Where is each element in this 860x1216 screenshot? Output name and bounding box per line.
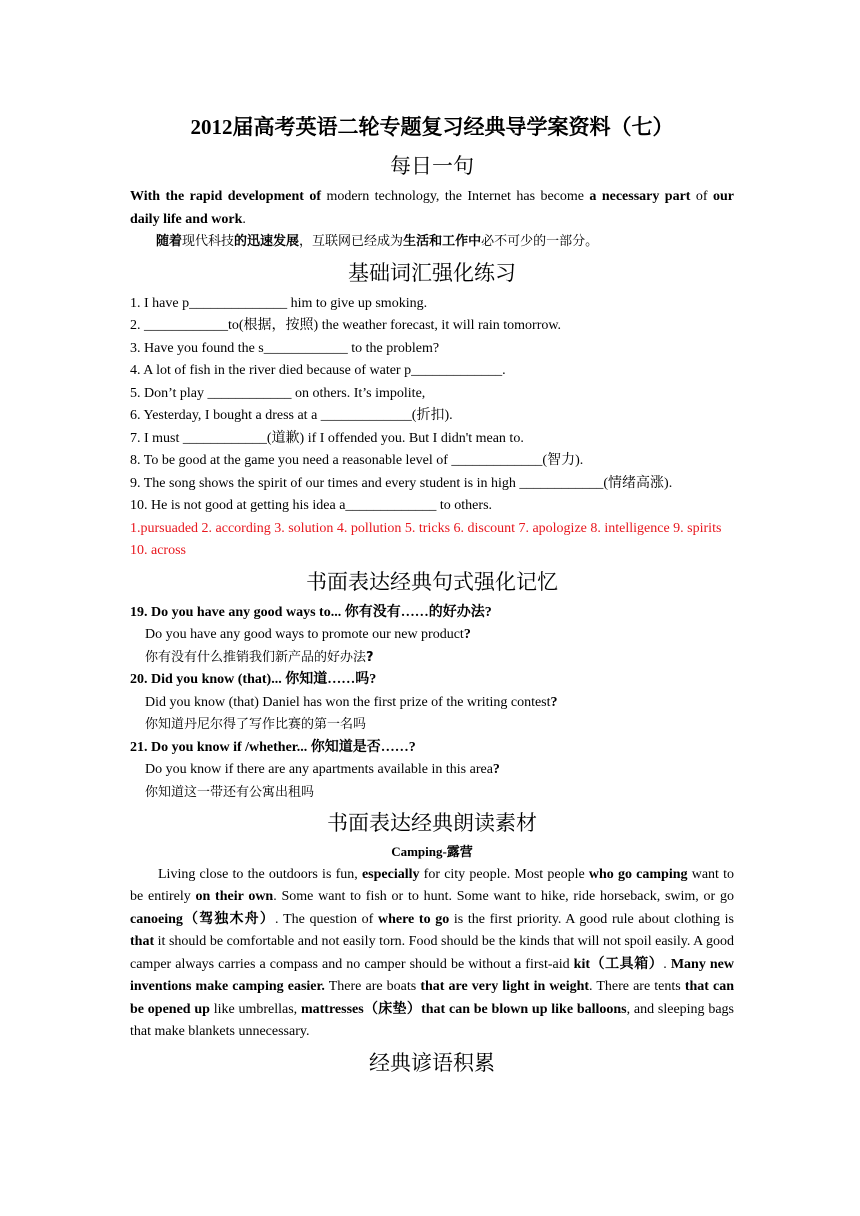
section-heading-daily-sentence: 每日一句 [390,154,474,178]
passage-segment: on their own [195,889,274,904]
pattern-example-chinese: 你知道这一带还有公寓出租吗 [145,784,315,800]
passage-segment: canoeing（驾独木舟） [130,911,275,927]
sentence-pattern-list [130,602,734,805]
passage-segment: who go camping [588,866,688,882]
passage-segment: . Some want to fish or to hunt. Some want to hike, ride horseback, swim, or go [273,889,734,904]
list-item: 1. I have p______________ him to give up smoking. [130,295,428,311]
passage-segment: Many new inventions make camping easier. [130,956,734,994]
list-item: 6. Yesterday, I bought a dress at a _____________(折扣). [130,408,453,423]
passage-segment: where to go [377,911,450,927]
pattern-head: 19. Do you have any good ways to... 你有没有……的好办法? [130,604,492,620]
passage-segment: kit（工具箱） [573,956,664,972]
reading-subtitle: Camping-露营 [391,844,473,859]
pattern-item [130,669,734,737]
passage-segment: , and sleeping bags that make blankets unnecessary. [130,1001,734,1039]
passage-segment: want to be entirely [130,866,735,904]
document-title: 2012届高考英语二轮专题复习经典导学案资料（七） [190,115,674,139]
pattern-head: 20. Did you know (that)... 你知道……吗? [130,672,377,687]
pattern-head: 21. Do you know if /whether... 你知道是否……? [130,739,416,755]
pattern-example-chinese: 你知道丹尼尔得了写作比赛的第一名吗 [145,717,367,732]
daily-sentence-chinese: 随着现代科技的迅速发展，互联网已经成为生活和工作中必不可少的一部分。 [156,234,599,249]
list-item: 4. A lot of fish in the river died because of water p_____________. [130,363,506,378]
passage-segment: that are very light in weight [420,979,590,994]
list-item: 8. To be good at the game you need a reasonable level of _____________(智力). [130,453,584,468]
passage-segment: that [130,934,155,949]
passage-segment: . [663,956,671,972]
passage-segment: it should be comfortable and not easily torn. Food should be the kinds that will not spoil easily. A good camper always carries a compass and no camper should be without a first-aid [130,934,734,972]
pattern-example-english: Do you have any good ways to promote our new product? [145,627,471,642]
pattern-example-english: Do you know if there are any apartments available in this area? [145,762,500,777]
passage-segment: mattresses（床垫）that can be blown up like balloons [300,1001,627,1017]
passage-segment: for city people. Most people [419,866,589,882]
section-heading-proverbs: 经典谚语积累 [369,1050,495,1075]
list-item: 2. ____________to(根据，按照) the weather forecast, it will rain tomorrow. [130,318,562,333]
passage-segment: especially [361,866,420,882]
list-item: 9. The song shows the spirit of our times and every student is in high ____________(情绪高涨). [130,475,673,491]
passage-segment: like umbrellas, [209,1001,301,1017]
list-item: 5. Don’t play ____________ on others. It’s impolite, [130,385,426,401]
list-item: 3. Have you found the s____________ to the problem? [130,340,440,356]
passage-segment: . The question of [274,911,378,927]
vocabulary-exercise-list [130,293,734,518]
passage-segment: Living close to the outdoors is fun, [158,866,362,882]
list-item: 10. He is not good at getting his idea a_____________ to others. [130,498,493,513]
section-heading-vocabulary: 基础词汇强化练习 [348,260,516,285]
pattern-item [130,602,734,670]
list-item: 7. I must ____________(道歉) if I offended you. But I didn't mean to. [130,430,524,446]
pattern-example-english: Did you know (that) Daniel has won the first prize of the writing contest? [145,694,558,710]
section-heading-reading-material: 书面表达经典朗读素材 [327,811,537,835]
vocabulary-answer-key: 1.pursuaded 2. according 3. solution 4. pollution 5. tricks 6. discount 7. apologize 8. intelligence 9. spirits 10. across [130,520,722,558]
passage-segment: . There are tents [589,979,685,994]
section-heading-sentence-patterns: 书面表达经典句式强化记忆 [306,569,558,594]
reading-passage [130,864,734,1044]
passage-segment: There are boats [324,979,421,994]
passage-segment: that can be opened up [130,979,735,1017]
passage-segment: is the first priority. A good rule about clothing is [449,911,735,927]
daily-sentence-english: With the rapid development of modern technology, the Internet has become a necessary part of our daily life and work. [130,189,734,227]
pattern-example-chinese: 你有没有什么推销我们新产品的好办法? [145,649,374,665]
pattern-item [130,737,734,805]
document-page [130,112,734,1077]
